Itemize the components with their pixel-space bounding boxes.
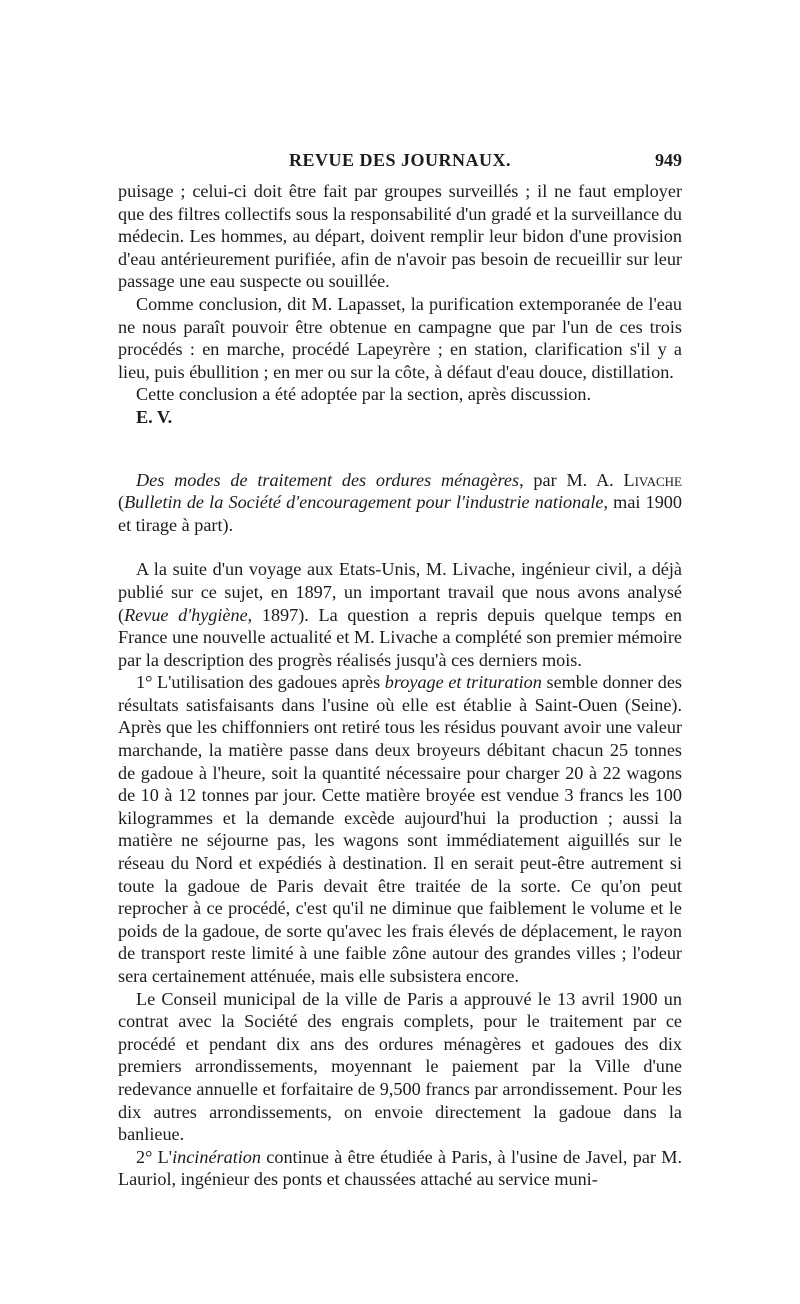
citation-by: , par M. A. (519, 469, 624, 490)
intro-text-a: A la suite d'un voyage aux Etats-Unis, M. Livache, ingénieur civil, a déjà publié sur ce sujet, en 1897, un important travail que nous avons analysé ( (118, 559, 682, 625)
page-header (118, 150, 682, 176)
paragraph-municipal-council: Le Conseil municipal de la ville de Paris a approuvé le 13 avril 1900 un contrat avec la Société des engrais complets, pour le traitement par ce procédé et pendant dix ans des ordures ménagères et gadoues des dix premiers arrondissements, moyennant le paiement par la Ville d'une redevance annuelle et forfaitaire de 9,500 francs par arrondissement. Pour les dix autres arrondissements, on envoie directement la gadoue dans la banlieue. (118, 988, 682, 1145)
grinding-text-b: semble donner des résultats satisfaisants dans l'usine où elle est établie à Saint-Ouen (Seine). Après que les chiffonniers ont retiré tous les résidus pouvant avoir une valeur marchande, la matière passe dans deux broyeurs débitant chacun 25 tonnes de gadoue à l'heure, soit la quantité nécessaire pour charger 20 à 22 wagons de 10 à 12 tonnes par jour. Cette matière broyée est vendue 3 francs les 100 kilogrammes et la demande excède aujourd'hui la production ; aussi la matière ne séjourne pas, les wagons sont immédiatement aiguillés sur le réseau du Nord et expédiés à destination. Il en serait peut-être autrement si toute la gadoue de Paris devait être traitée de la sorte. Ce qu'on peut reprocher à ce procédé, c'est qu'il ne diminue que faiblement le volume et le poids de la gadoue, de sorte qu'avec les frais élevés de déplacement, le rayon de transport reste limité à une faible zône autour des grandes villes ; l'odeur sera certainement atténuée, mais elle subsistera encore. (118, 672, 682, 986)
author-initials: E. V. (136, 406, 173, 427)
section-gap (118, 536, 682, 558)
paragraph-adopted: Cette conclusion a été adoptée par la section, après discussion. (136, 384, 592, 405)
body-text (118, 180, 682, 1191)
citation-title: Des modes de traitement des ordures ménagères (136, 469, 520, 490)
intro-journal-title: Revue d'hygiène (124, 604, 248, 625)
article-citation (118, 469, 682, 537)
page-number: 949 (655, 150, 682, 170)
citation-source-open: ( (118, 492, 125, 513)
grinding-emphasis: broyage et trituration (384, 672, 542, 693)
citation-author: Livache (623, 469, 682, 490)
paragraph-water-drawing: puisage ; celui-ci doit être fait par groupes surveillés ; il ne faut employer que des filtres collectifs sous la responsabilité d'un gradé et la surveillance du médecin. Les hommes, au départ, doivent remplir leur bidon d'une provision d'eau antérieurement purifiée, afin de n'avoir pas besoin de recueillir sur leur passage une eau suspecte ou souillée. (118, 181, 682, 292)
incineration-emphasis: incinération (172, 1146, 261, 1167)
citation-source: Bulletin de la Société d'encouragement pour l'industrie nationale (124, 492, 604, 513)
grinding-text-a: 1° L'utilisation des gadoues après (136, 672, 385, 693)
paragraph-introduction (118, 558, 682, 671)
running-title: REVUE DES JOURNAUX. (288, 150, 512, 170)
section-gap (118, 429, 682, 469)
paragraph-conclusion: Comme conclusion, dit M. Lapasset, la purification extemporanée de l'eau ne nous paraît pouvoir être obtenue en campagne que par l'un de ces trois procédés : en marche, procédé Lapeyrère ; en station, clarification s'il y a lieu, puis ébullition ; en mer ou sur la côte, à défaut d'eau douce, distillation. (118, 293, 682, 382)
intro-text-b: , 1897). La question a repris depuis quelque temps en France une nouvelle actualité et M. Livache a complété son premier mémoire par la description des progrès réalisés jusqu'à ces derniers mois. (118, 604, 682, 670)
incineration-text-b: continue à être étudiée à Paris, à l'usine de Javel, par M. Lauriol, ingénieur des ponts et chaussées attaché au service muni- (118, 1146, 682, 1190)
paragraph-grinding (118, 671, 682, 987)
citation-source-rest: , mai 1900 et tirage à part). (118, 492, 682, 535)
paragraph-incineration (118, 1146, 682, 1191)
incineration-text-a: 2° L' (136, 1146, 173, 1167)
